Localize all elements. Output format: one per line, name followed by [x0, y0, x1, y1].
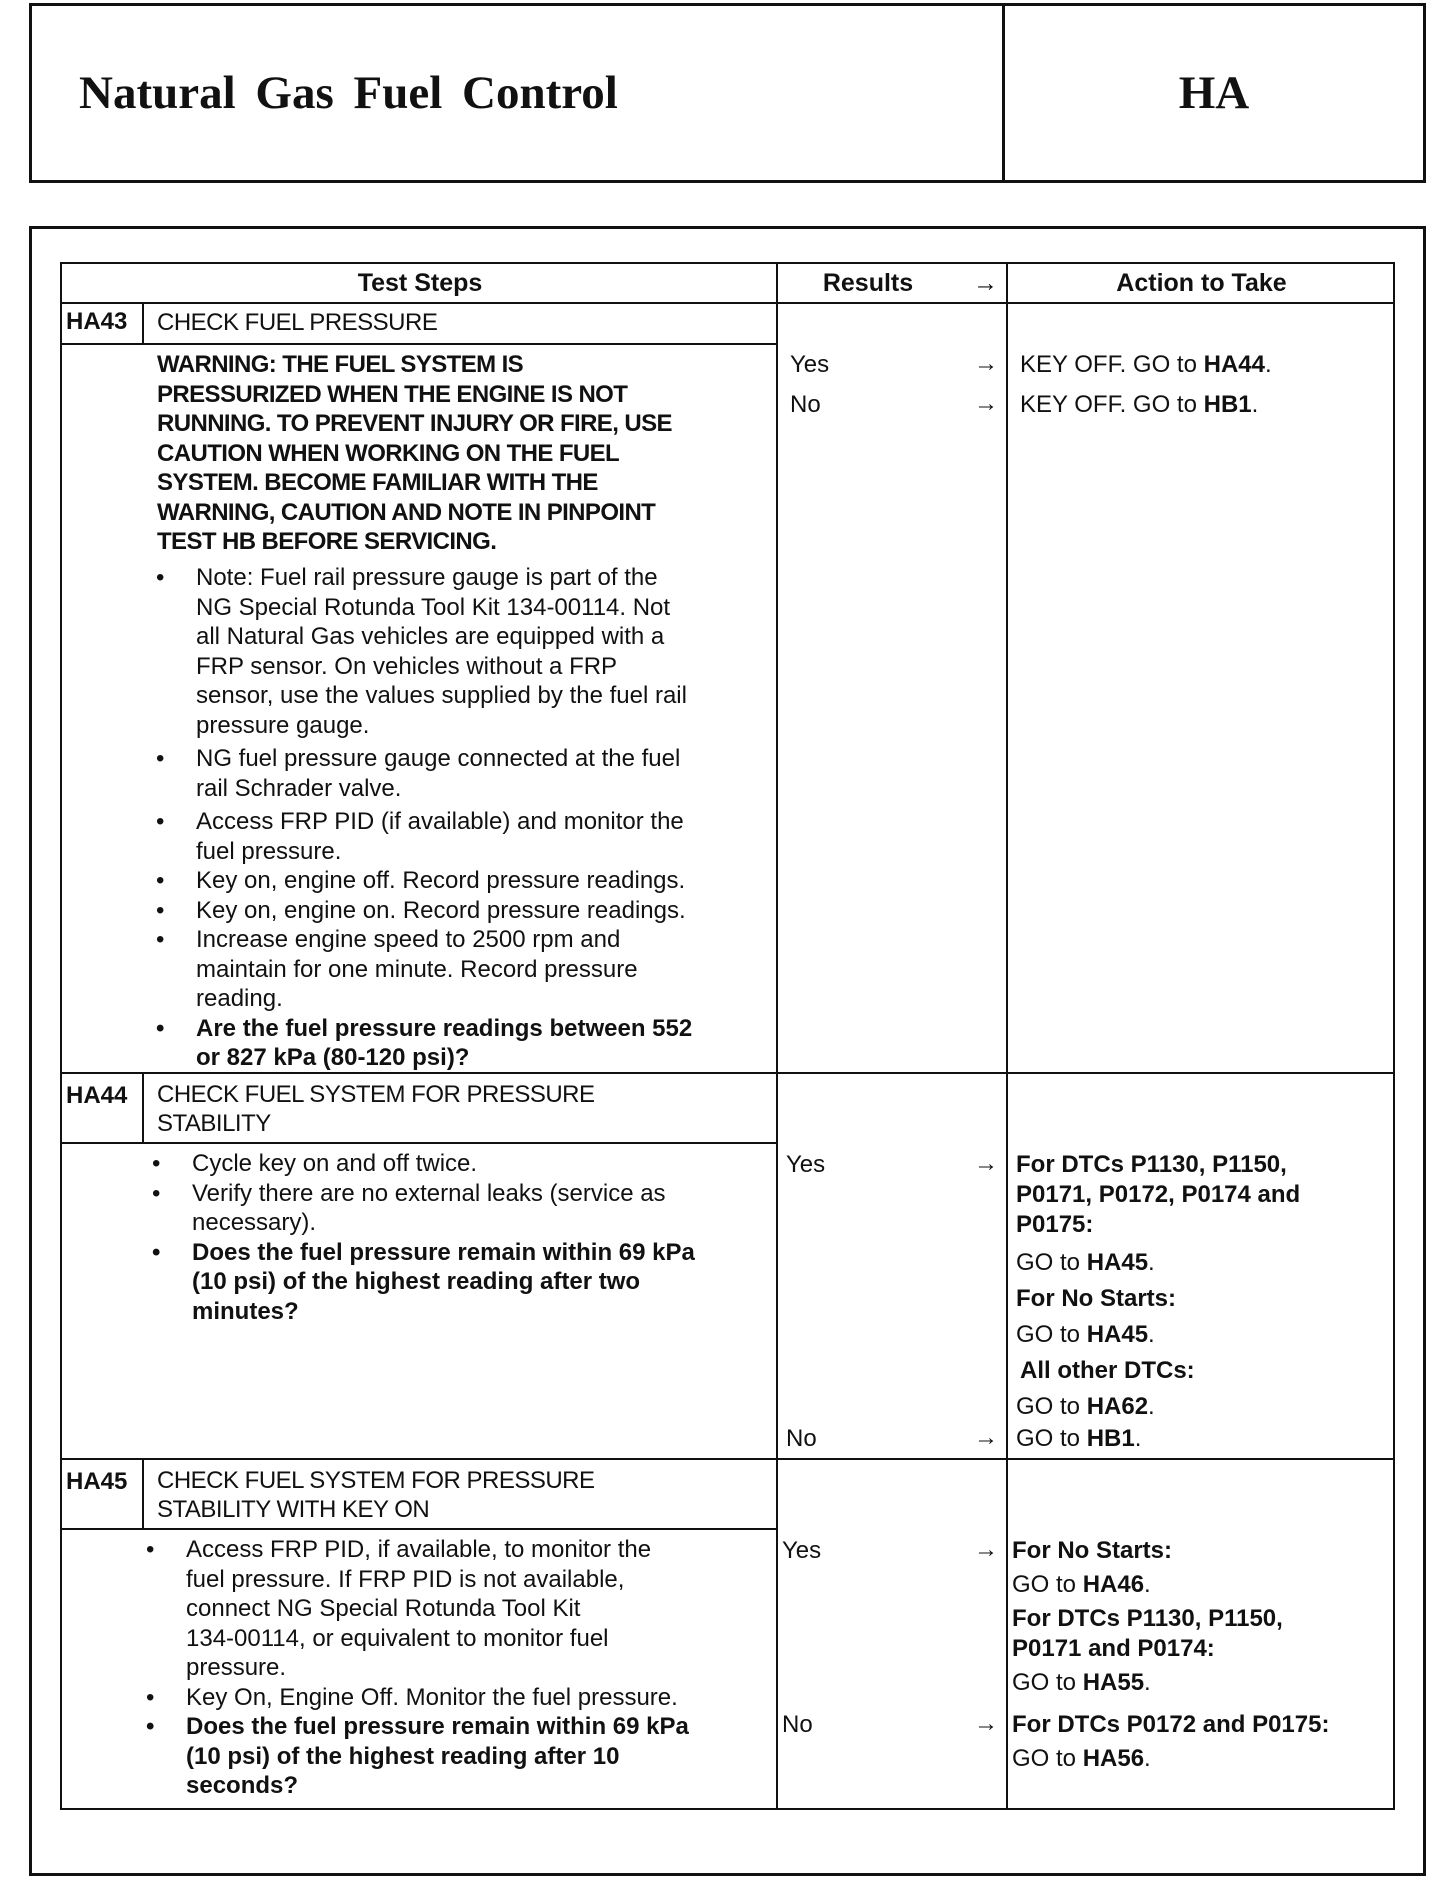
result-no: No	[790, 391, 821, 418]
list-item: • Access FRP PID, if available, to monitor the fuel pressure. If FRP PID is not available, connect NG Special Rotunda Tool Kit 134-00114, or equivalent to monitor fuel pressure.	[186, 1535, 689, 1683]
right-arrow-icon: →	[974, 1710, 998, 1737]
list-item: • Verify there are no external leaks (service as necessary).	[192, 1179, 695, 1238]
list-item: • Key On, Engine Off. Monitor the fuel pressure.	[186, 1683, 689, 1713]
right-arrow-icon: →	[974, 1424, 998, 1451]
question: • Does the fuel pressure remain within 69 kPa (10 psi) of the highest reading after two minutes?	[192, 1238, 695, 1327]
page-title: Natural Gas Fuel Control	[79, 67, 618, 119]
warning-text: WARNING: THE FUEL SYSTEM IS PRESSURIZED WHEN THE ENGINE IS NOT RUNNING. TO PREVENT INJURY OR FIRE, USE CAUTION WHEN WORKING ON THE FUEL SYSTEM. BECOME FAMILIAR WITH THE WARNING, CAUTION AND NOTE IN PINPOINT TEST HB BEFORE SERVICING.	[157, 351, 672, 555]
step-bullets	[196, 563, 692, 1073]
action-no: GO to HB1.	[1016, 1425, 1142, 1452]
action-yes: For No Starts: GO to HA46. For DTCs P1130, P1150, P0171 and P0174: GO to HA55.	[1012, 1537, 1283, 1696]
question: • Does the fuel pressure remain within 69 kPa (10 psi) of the highest reading after 10 seconds?	[186, 1712, 689, 1801]
step-id: HA43	[66, 308, 128, 335]
right-arrow-icon: →	[974, 1150, 998, 1177]
right-arrow-icon: →	[974, 390, 998, 417]
step-id: HA45	[66, 1468, 128, 1495]
id-divider	[142, 1458, 144, 1529]
row-divider	[62, 1528, 778, 1530]
list-item: • Increase engine speed to 2500 rpm and maintain for one minute. Record pressure reading.	[196, 925, 692, 1014]
question: • Are the fuel pressure readings between 552 or 827 kPa (80-120 psi)?	[196, 1014, 692, 1073]
step-title: CHECK FUEL SYSTEM FOR PRESSURE STABILITY WITH KEY ON	[157, 1467, 595, 1523]
diagnostic-table	[60, 262, 1395, 1810]
column-divider	[1006, 264, 1008, 1810]
right-arrow-icon: →	[973, 268, 998, 297]
row-divider	[62, 1142, 778, 1144]
list-item: • Cycle key on and off twice.	[192, 1149, 695, 1179]
column-header-results: Results →	[778, 264, 1008, 304]
right-arrow-icon: →	[974, 350, 998, 377]
result-yes: Yes	[790, 351, 830, 378]
action-yes: For DTCs P1130, P1150, P0171, P0172, P0174 and P0175: GO to HA45. For No Starts: GO to HA45. All other DTCs: GO to HA62.	[1016, 1151, 1301, 1420]
column-header-test-steps: Test Steps	[62, 264, 778, 304]
result-no: No	[782, 1711, 813, 1738]
column-divider	[776, 264, 778, 1810]
step-title: CHECK FUEL SYSTEM FOR PRESSURE STABILITY	[157, 1081, 595, 1137]
page-header	[29, 3, 1426, 183]
list-item: • Key on, engine off. Record pressure readings.	[196, 866, 692, 896]
column-header-action: Action to Take	[1008, 264, 1395, 304]
section-code: HA	[1002, 6, 1423, 180]
step-bullets	[192, 1149, 695, 1326]
result-yes: Yes	[786, 1151, 826, 1178]
step-title: CHECK FUEL PRESSURE	[157, 309, 438, 336]
right-arrow-icon: →	[974, 1536, 998, 1563]
id-divider	[142, 1072, 144, 1143]
action-yes: KEY OFF. GO to HA44.	[1020, 351, 1272, 378]
step-bullets	[186, 1535, 689, 1801]
list-item: • Key on, engine on. Record pressure readings.	[196, 896, 692, 926]
row-divider	[62, 343, 778, 345]
action-no: For DTCs P0172 and P0175: GO to HA56.	[1012, 1711, 1330, 1772]
list-item: • Access FRP PID (if available) and monitor the fuel pressure.	[196, 807, 692, 866]
list-item: • NG fuel pressure gauge connected at the fuel rail Schrader valve.	[196, 744, 692, 803]
id-divider	[142, 304, 144, 344]
list-item: • Note: Fuel rail pressure gauge is part of the NG Special Rotunda Tool Kit 134-00114. Not all Natural Gas vehicles are equipped with a FRP sensor. On vehicles without a FRP sensor, use the values supplied by the fuel rail pressure gauge.	[196, 563, 692, 740]
action-no: KEY OFF. GO to HB1.	[1020, 391, 1259, 418]
step-id: HA44	[66, 1082, 128, 1109]
result-yes: Yes	[782, 1537, 822, 1564]
row-divider	[62, 1072, 1395, 1074]
result-no: No	[786, 1425, 817, 1452]
row-divider	[62, 1458, 1395, 1460]
